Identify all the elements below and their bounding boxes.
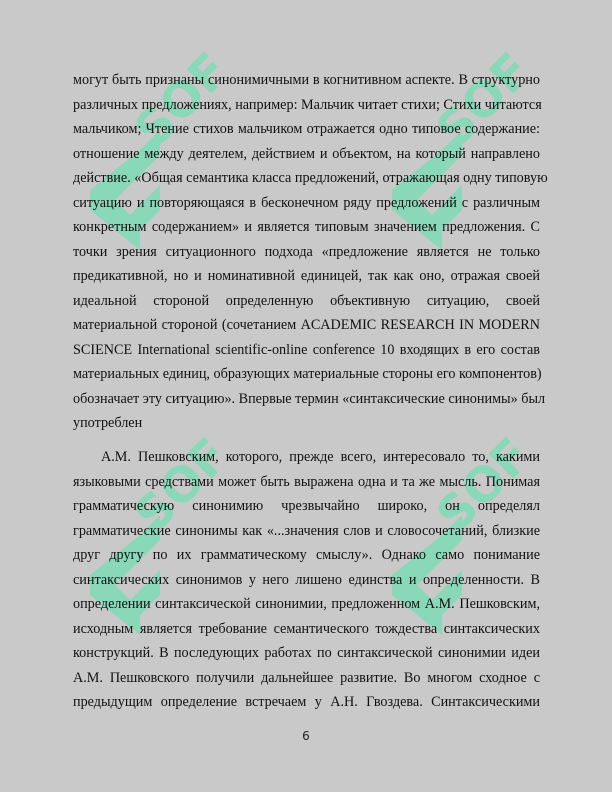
text-line: А.М. Пешковского получили дальнейшее развитие. Во многом сходное с bbox=[73, 669, 540, 686]
text-line: мальчиком; Чтение стихов мальчиком отражается одно типовое содержание: bbox=[73, 121, 540, 137]
text-line: конкретным содержанием» и является типовым значением предложения. С bbox=[73, 219, 540, 235]
svg-text:SOF: SOF bbox=[425, 42, 542, 159]
text-line: друг другу по их грамматическому смыслу». Однако само понимание bbox=[73, 547, 540, 563]
text-line: грамматические синонимы как «...значения слов и словосочетаний, близкие bbox=[73, 522, 540, 539]
text-line: точки зрения ситуационного подхода «предложение является не только bbox=[73, 243, 540, 260]
text-line: материальных единиц, образующих материальные стороны его компонентов) bbox=[73, 366, 542, 382]
body-paragraph-2 bbox=[73, 445, 540, 715]
text-line: действие. «Общая семантика класса предложений, отражающая одну типовую bbox=[73, 170, 548, 186]
body-paragraph-1 bbox=[73, 68, 548, 436]
text-line: могут быть признаны синонимичными в когнитивном аспекте. В структурно bbox=[73, 72, 540, 88]
text-line: языковыми средствами может быть выражена одна и та же мысль. Понимая bbox=[73, 473, 540, 490]
text-line: SCIENCE International scientific-online conference 10 входящих в его состав bbox=[73, 341, 540, 358]
text-line: материальной стороной (сочетанием ACADEMIC RESEARCH IN MODERN bbox=[73, 317, 540, 333]
svg-text:SOF: SOF bbox=[123, 427, 240, 544]
text-line: грамматическую синонимию чрезвычайно широко, он определял bbox=[73, 498, 540, 514]
text-line: обозначает эту ситуацию». Впервые термин «синтаксические синонимы» был bbox=[73, 390, 546, 407]
text-line: А.М. Пешковским, которого, прежде всего, интересовало то, какими bbox=[101, 449, 540, 465]
svg-text:SOF: SOF bbox=[123, 42, 240, 159]
text-line: различных предложениях, например: Мальчик читает стихи; Стихи читаются bbox=[73, 96, 542, 113]
text-line: предикативной, но и номинативной единицей, так как оно, отражая своей bbox=[73, 268, 540, 284]
text-line: идеальной стороной определенную объективную ситуацию, своей bbox=[73, 292, 540, 309]
page-number: 6 bbox=[302, 729, 310, 743]
text-line: определении синтаксической синонимии, предложенном А.М. Пешковским, bbox=[73, 596, 540, 612]
text-line: синтаксических синонимов у него лишено единства и определенности. В bbox=[73, 571, 540, 588]
text-line: конструкций. В последующих работах по синтаксической синонимии идеи bbox=[73, 645, 540, 661]
text-line: исходным является требование семантического тождества синтаксических bbox=[73, 620, 540, 637]
text-line: отношение между деятелем, действием и объектом, на который направлено bbox=[73, 145, 540, 162]
text-line: ситуацию и повторяющаяся в бесконечном ряду предложений с различным bbox=[73, 194, 540, 211]
text-line: предыдущим определение встречаем у А.Н. Гвоздева. Синтаксическими bbox=[73, 694, 540, 710]
svg-text:SOF: SOF bbox=[425, 427, 542, 544]
text-line: употреблен bbox=[73, 415, 143, 431]
